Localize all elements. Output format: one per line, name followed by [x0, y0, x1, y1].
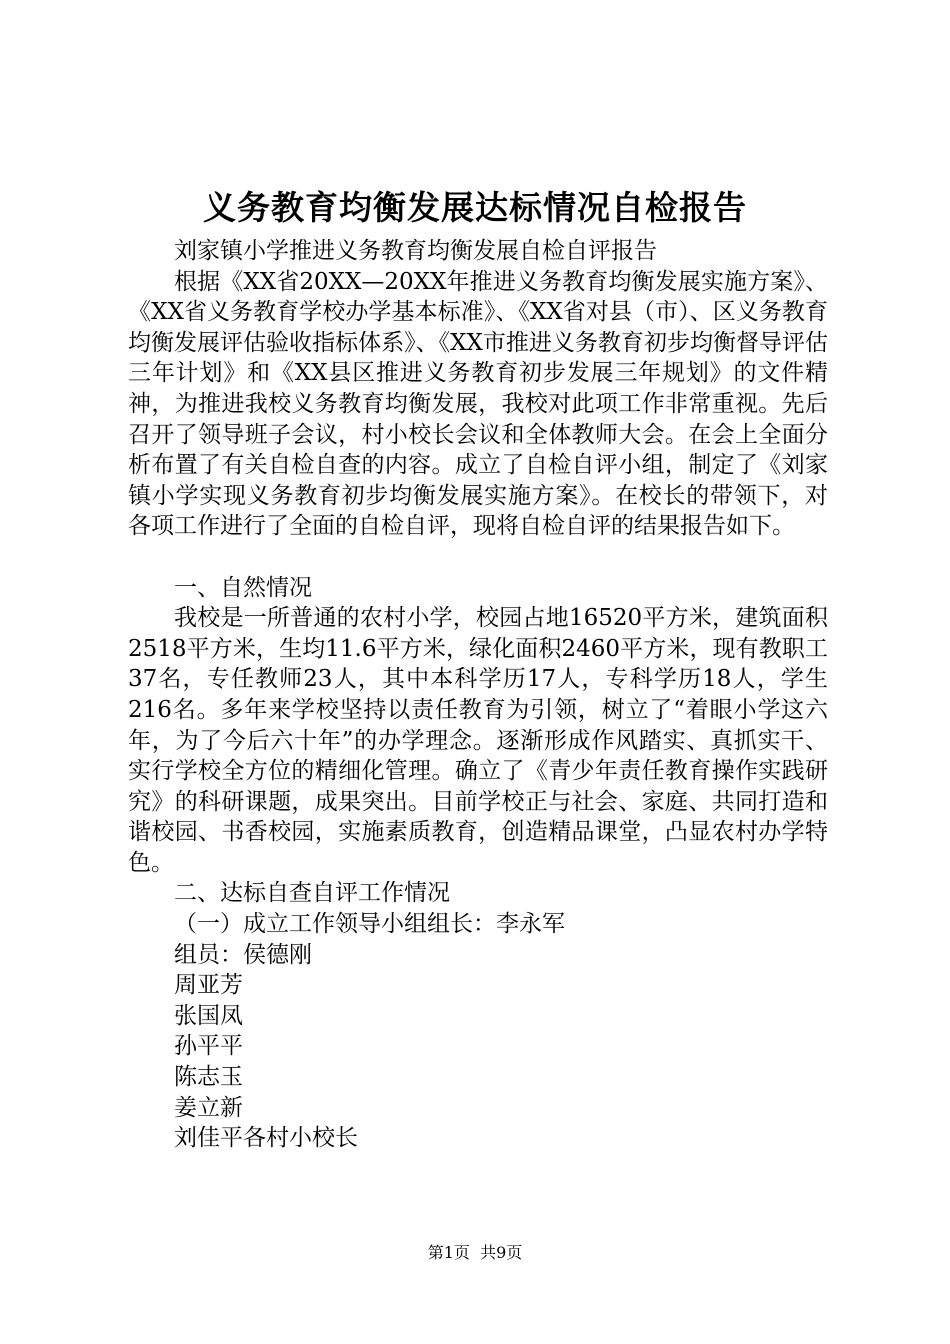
section-heading-self-check: 二、达标自查自评工作情况: [174, 880, 450, 907]
natural-conditions-paragraph: 我校是一所普通的农村小学，校园占地16520平方米，建筑面积2518平方米，生均11.6平方米，绿化面积2460平方米，现有教职工37名，专任教师23人，其中本科学历17人，专科学历18人，学生216名。多年来学校坚持以责任教育为引领，树立了“着眼小学这六年，为了今后六十年”的办学理念。逐渐形成作风踏实、真抓实干、实行学校全方位的精细化管理。确立了《青少年责任教育操作实践研究》的科研课题，成果突出。目前学校正与社会、家庭、共同打造和谐校园、书香校园，实施素质教育，创造精品课堂，凸显农村办学特色。: [128, 605, 828, 876]
document-title: 义务教育均衡发展达标情况自检报告: [203, 188, 747, 227]
subsection-heading-leadership-group: （一）成立工作领导小组组长：李永军: [174, 911, 565, 938]
member-line: 陈志玉: [174, 1064, 243, 1091]
intro-paragraph: 根据《XX省20XX—20XX年推进义务教育均衡发展实施方案》、《XX省义务教育学校办学基本标准》、《XX省对县（市）、区义务教育均衡发展评估验收指标体系》、《XX市推进义务教育初步均衡督导评估三年计划》和《XX县区推进义务教育初步发展三年规划》的文件精神，为推进我校义务教育均衡发展，我校对此项工作非常重视。先后召开了领导班子会议，村小校长会议和全体教师大会。在会上全面分析布置了有关自检自查的内容。成立了自检自评小组，制定了《刘家镇小学实现义务教育初步均衡发展实施方案》。在校长的带领下，对各项工作进行了全面的自检自评，现将自检自评的结果报告如下。: [128, 268, 828, 540]
member-line: 周亚芳: [174, 972, 243, 999]
member-line: 孙平平: [174, 1033, 243, 1060]
page-number-label: 第1页 共9页: [427, 1243, 523, 1262]
member-line: 姜立新: [174, 1094, 243, 1121]
member-line: 刘佳平各村小校长: [174, 1125, 358, 1152]
document-body: [128, 236, 828, 1154]
paragraph-gap: [128, 542, 828, 573]
member-line: 组员：侯德刚: [174, 941, 312, 968]
document-subtitle: 刘家镇小学推进义务教育均衡发展自检自评报告: [174, 238, 657, 264]
member-line: 张国凤: [174, 1002, 243, 1029]
page-footer: [0, 1241, 950, 1265]
section-heading-natural-conditions: 一、自然情况: [174, 574, 312, 601]
